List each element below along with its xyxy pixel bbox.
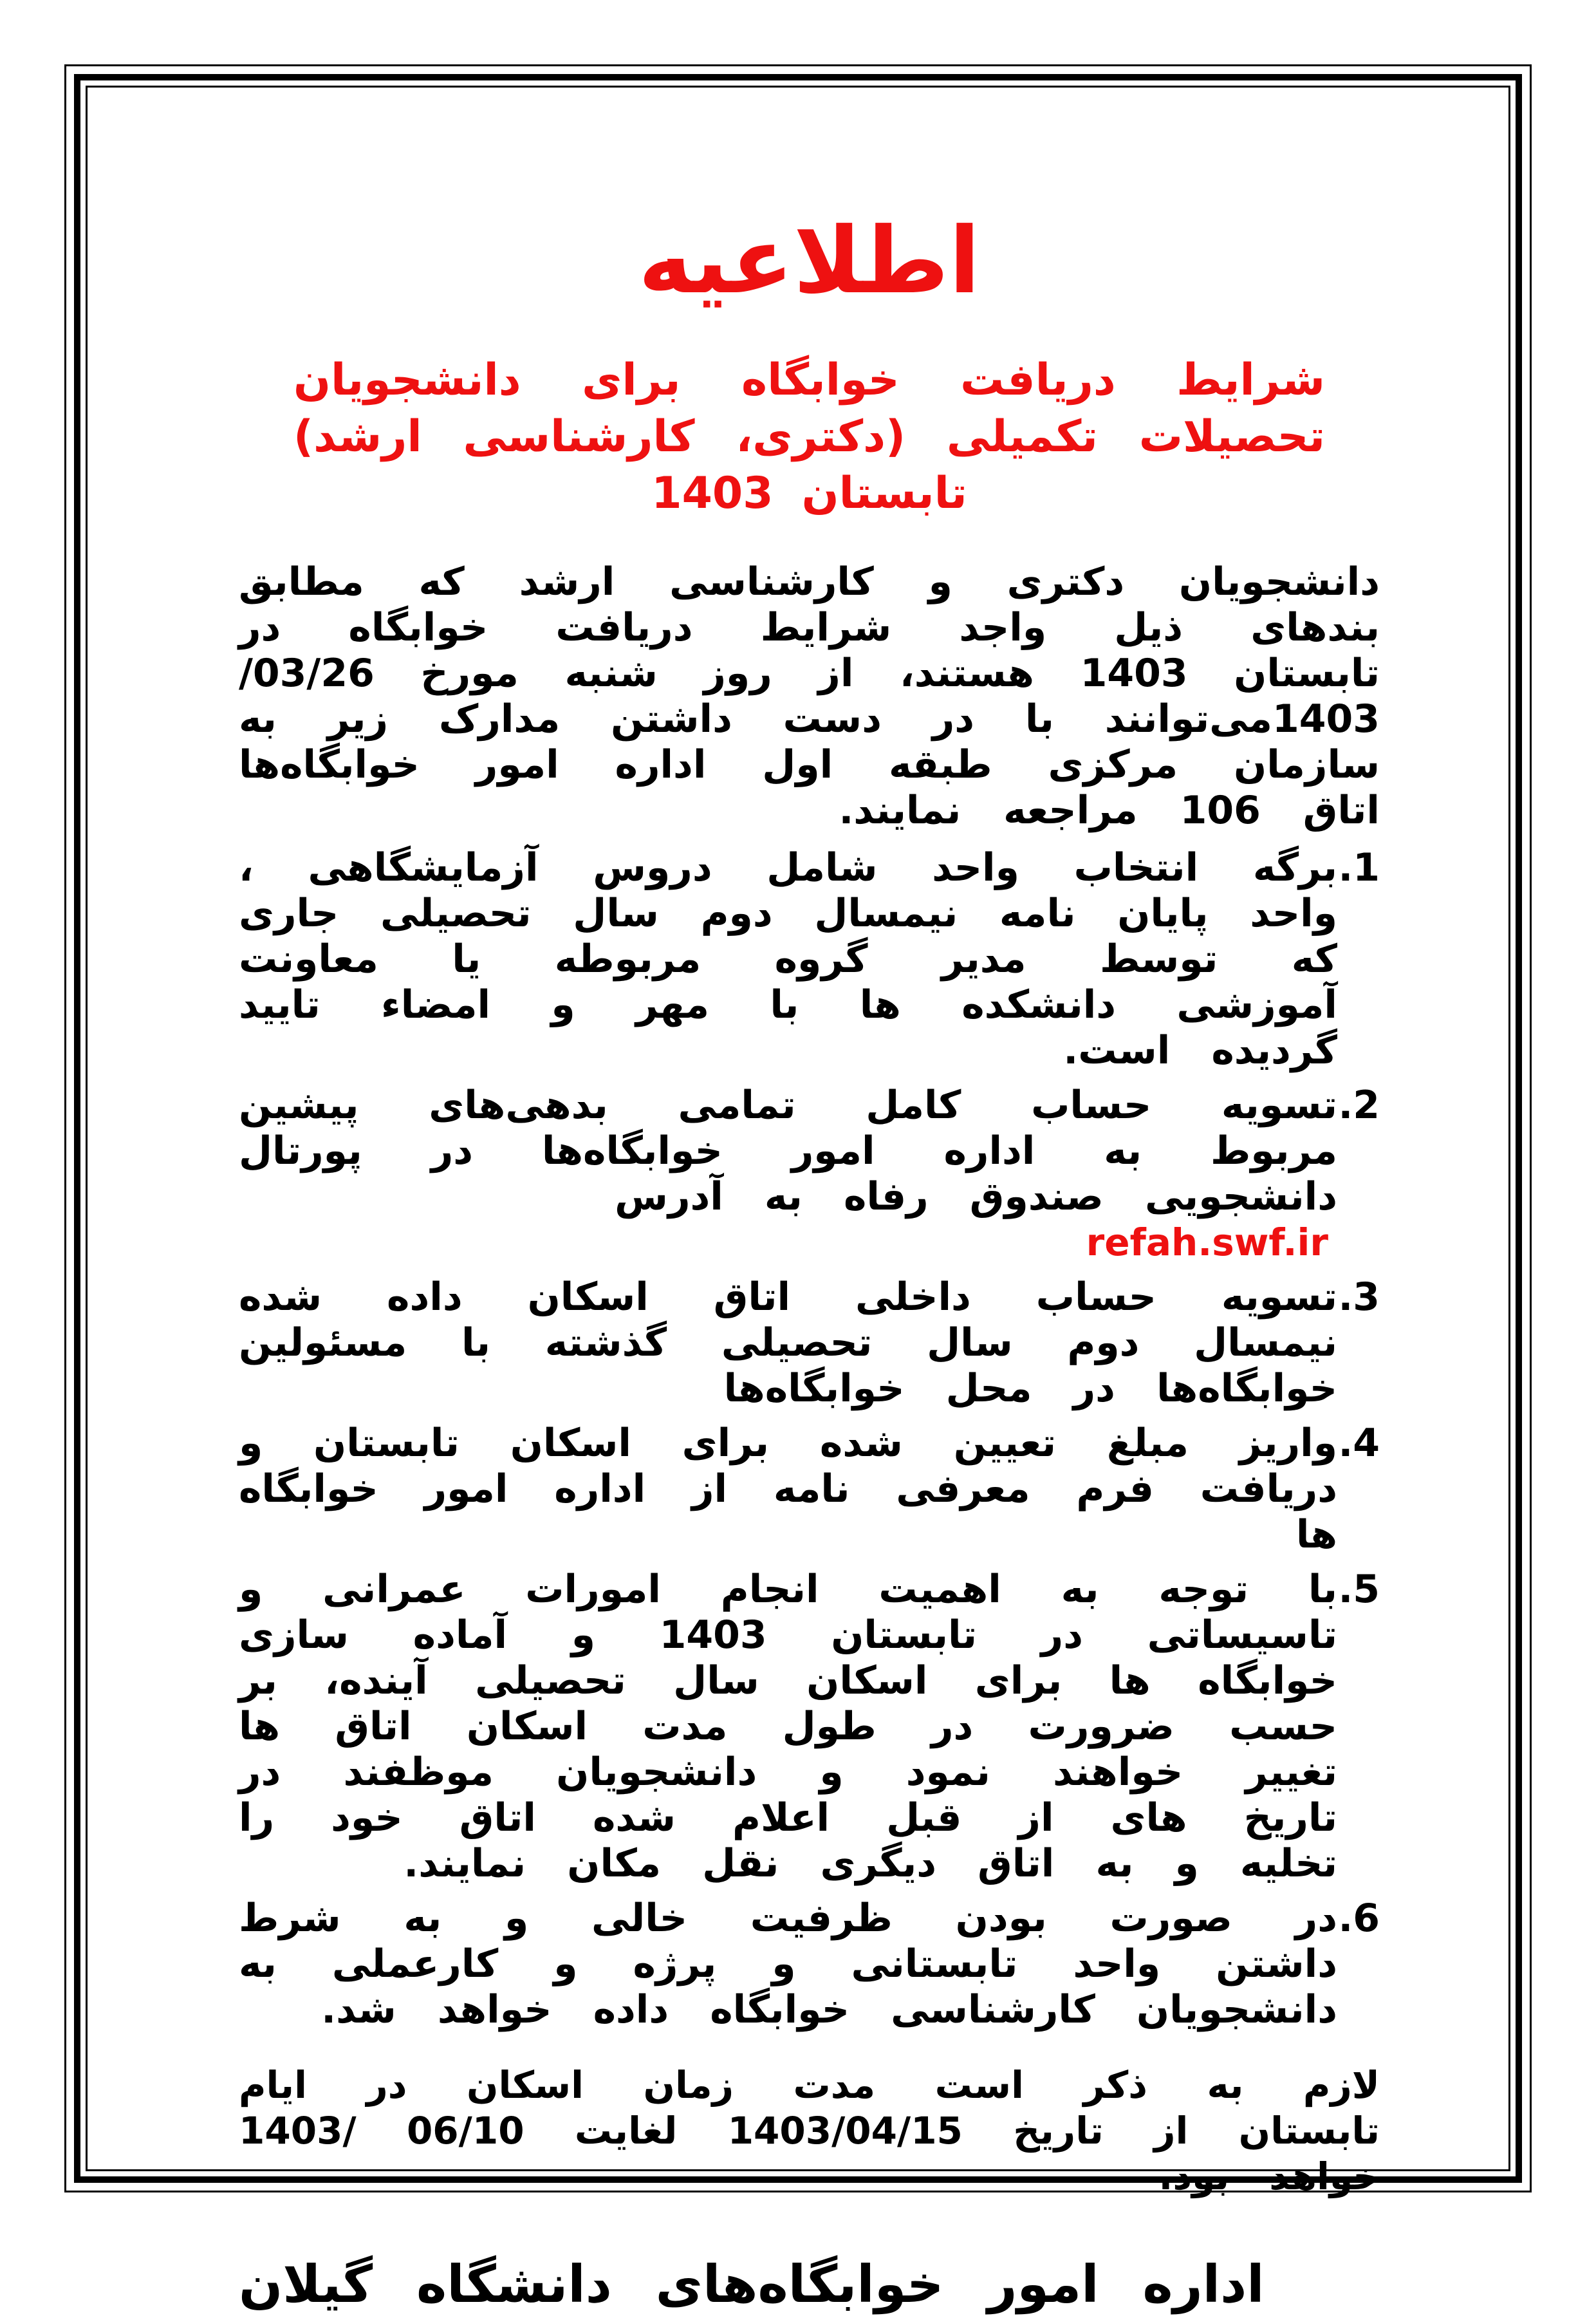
item-6-text: در صورت بودن ظرفیت خالی و به شرط داشتن واحد تابستانی و پرژه و کارعملی به دانشجویان کارشناسی خوابگاه داده خواهد شد. bbox=[239, 1896, 1337, 2033]
inner-border-frame bbox=[86, 86, 1510, 2315]
refah-portal-link[interactable]: refah.swf.ir bbox=[1086, 1220, 1328, 1265]
item-5-number: 5. bbox=[1338, 1567, 1380, 1612]
item-1-text: برگه انتخاب واحد شامل دروس آزمایشگاهی ، واحد پایان نامه نیمسال دوم سال تحصیلی جاری که توسط مدیر گروه مربوطه یا معاونت آموزشی دانشکده ها با مهر و امضاء تایید گردیده است. bbox=[239, 845, 1337, 1074]
notice-subtitle bbox=[239, 352, 1380, 522]
outer-border-frame bbox=[64, 64, 1532, 2315]
subtitle-line-2: تحصیلات تکمیلی (دکتری، کارشناسی ارشد) bbox=[293, 411, 1325, 463]
list-item-1 bbox=[239, 845, 1380, 1074]
item-2-text: تسویه حساب کامل تمامی بدهی‌های پیشین مربوط به اداره امور خوابگاه‌ها در پورتال دانشجویی صندوق رفاه به آدرس bbox=[239, 1083, 1337, 1220]
subtitle-line-1: شرایط دریافت خوابگاه برای دانشجویان bbox=[293, 355, 1325, 406]
item-4-text: واریز مبلغ تعیین شده برای اسکان تابستان و دریافت فرم معرفی نامه از اداره امور خوابگاه ها bbox=[239, 1421, 1337, 1558]
list-item-3 bbox=[239, 1275, 1380, 1412]
item-1-number: 1. bbox=[1338, 845, 1380, 891]
document-body bbox=[88, 88, 1508, 2315]
intro-paragraph: دانشجویان دکتری و کارشناسی ارشد که مطابق بندهای ذیل واجد شرایط دریافت خوابگاه در تابستان 1403 هستند، از روز شنبه مورخ 03/26/ 1403می‌توانند با در دست داشتن مدارک زیر به سازمان مرکزی طبقه اول اداره امور خوابگاه‌ها اتاق 106 مراجعه نمایند. bbox=[239, 559, 1380, 834]
item-3-number: 3. bbox=[1338, 1275, 1380, 1320]
closing-note: لازم به ذکر است مدت زمان اسکان در ایام تابستان از تاریخ 1403/04/15 لغایت 06/10 /1403 خواهد بود. bbox=[239, 2063, 1380, 2199]
middle-border-frame bbox=[74, 74, 1522, 2315]
signature: اداره امور خوابگاه‌های دانشگاه گیلان bbox=[239, 2254, 1265, 2315]
subtitle-line-3: تابستان 1403 bbox=[651, 468, 967, 519]
item-5-text: با توجه به اهمیت انجام امورات عمرانی و تاسیساتی در تابستان 1403 و آماده سازی خوابگاه ها برای اسکان سال تحصیلی آینده، بر حسب ضرورت در طول مدت اسکان اتاق ها تغییر خواهند نمود و دانشجویان موظفند در تاریخ های از قبل اعلام شده اتاق خود را تخلیه و به اتاق دیگری نقل مکان نمایند. bbox=[239, 1567, 1337, 1887]
list-item-5 bbox=[239, 1567, 1380, 1887]
requirements-list bbox=[239, 845, 1380, 2033]
item-2-number: 2. bbox=[1338, 1083, 1380, 1128]
item-4-number: 4. bbox=[1338, 1421, 1380, 1466]
list-item-2 bbox=[239, 1083, 1380, 1266]
list-item-6 bbox=[239, 1896, 1380, 2033]
list-item-4 bbox=[239, 1421, 1380, 1558]
item-6-number: 6. bbox=[1338, 1896, 1380, 1941]
item-3-text: تسویه حساب داخلی اتاق اسکان داده شده نیمسال دوم سال تحصیلی گذشته با مسئولین خوابگاه‌ها در محل خوابگاه‌ها bbox=[239, 1275, 1337, 1412]
notice-title: اطلاعیه bbox=[638, 208, 981, 314]
